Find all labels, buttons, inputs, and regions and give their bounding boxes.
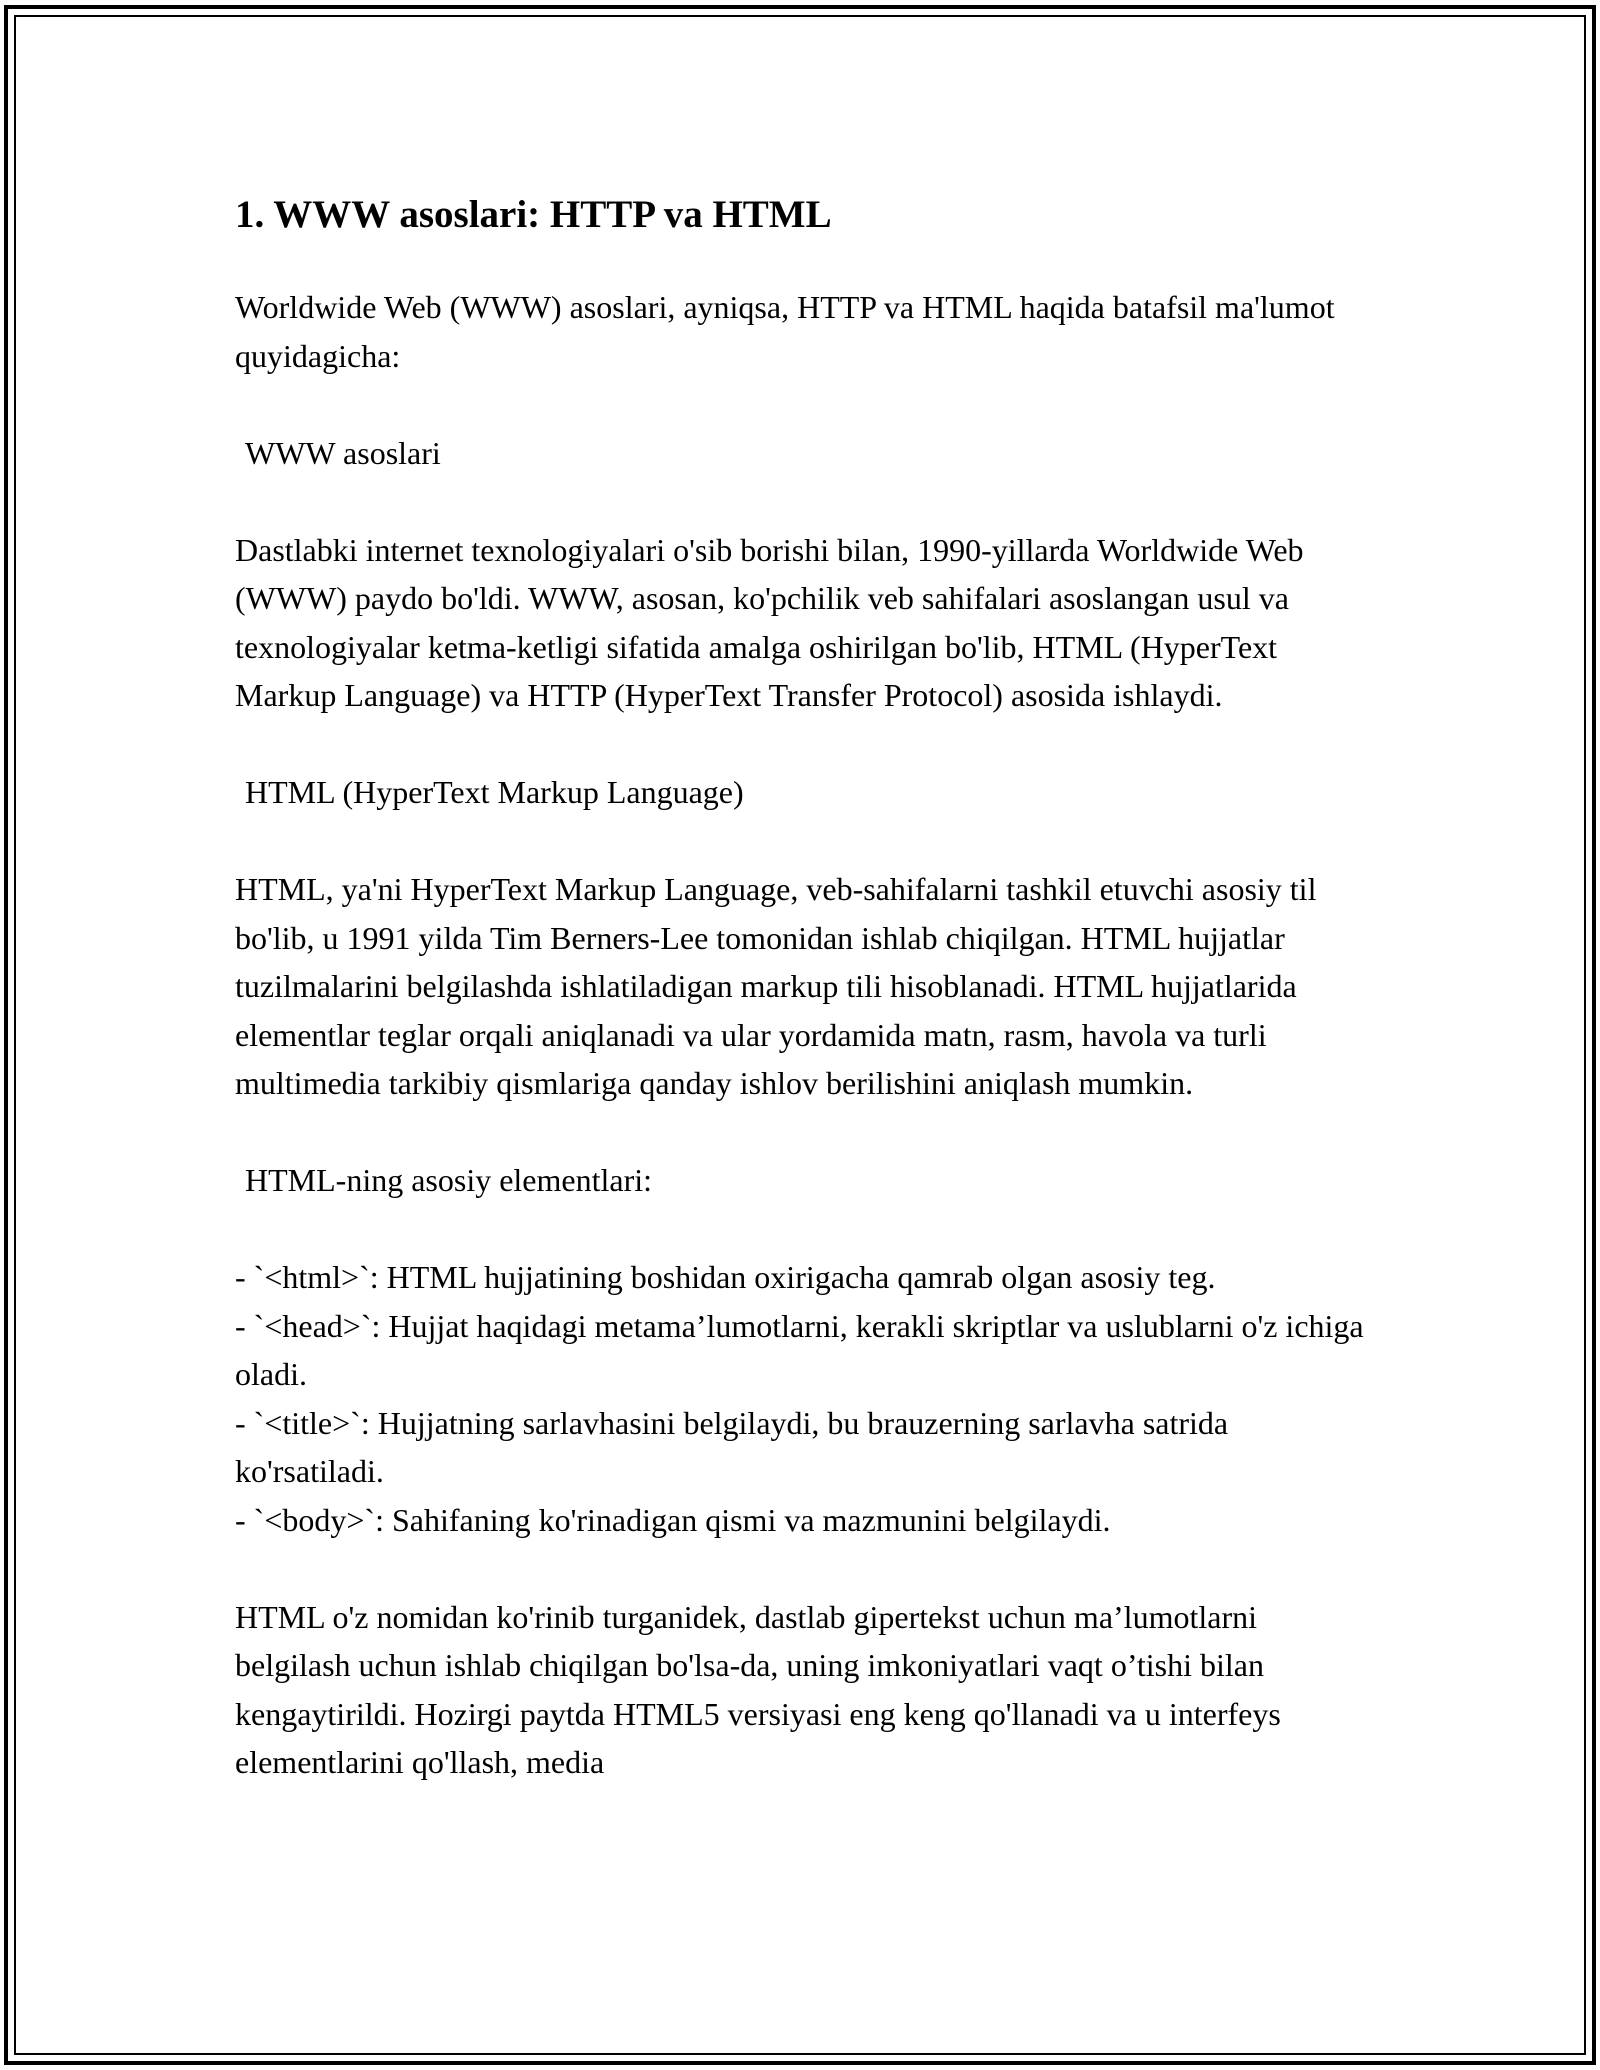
document-body (235, 187, 1372, 1787)
elements-list (235, 1253, 1372, 1544)
list-item: - `<title>`: Hujjatning sarlavhasini belgilaydi, bu brauzerning sarlavha satrida ko'rsatiladi. (235, 1404, 1237, 1489)
section-html-paragraph: HTML, ya'ni HyperText Markup Language, veb-sahifalarni tashkil etuvchi asosiy til bo'lib, u 1991 yilda Tim Berners-Lee tomonidan ishlab chiqilgan. HTML hujjatlar tuzilmalarini belgilashda ishlatiladigan markup tili hisoblanadi. HTML hujjatlarida elementlar teglar orqali aniqlanadi va ular yordamida matn, rasm, havola va turli multimedia tarkibiy qismlariga qanday ishlov berilishini aniqlash mumkin. (235, 871, 1325, 1101)
paragraph-gap (235, 1108, 1365, 1157)
document-title: 1. WWW asoslari: HTTP va HTML (235, 193, 832, 236)
paragraph-gap (235, 380, 1365, 429)
paragraph-gap (235, 1544, 1365, 1593)
intro-paragraph: Worldwide Web (WWW) asoslari, ayniqsa, HTTP va HTML haqida batafsil ma'lumot quyidagicha: (235, 289, 1343, 374)
paragraph-gap (235, 1205, 1365, 1254)
list-item: - `<body>`: Sahifaning ko'rinadigan qismi va mazmunini belgilaydi. (235, 1501, 1111, 1538)
section-www-paragraph: Dastlabki internet texnologiyalari o'sib borishi bilan, 1990-yillarda Worldwide Web (WWW) paydo bo'ldi. WWW, asosan, ko'pchilik veb sahifalari asoslangan usul va texnologiyalar ketma-ketligi sifatida amalga oshirilgan bo'lib, HTML (HyperText Markup Language) va HTTP (HyperText Transfer Protocol) asosida ishlaydi. (235, 531, 1312, 713)
paragraph-gap (235, 817, 1365, 866)
section-www-heading: WWW asoslari (245, 434, 441, 471)
section-html-heading: HTML (HyperText Markup Language) (245, 774, 744, 810)
closing-paragraph: HTML o'z nomidan ko'rinib turganidek, dastlab gipertekst uchun ma’lumotlarni belgilash uchun ishlab chiqilgan bo'lsa-da, uning imkoniyatlari vaqt o’tishi bilan kengaytirildi. Hozirgi paytda HTML5 versiyasi eng keng qo'llanadi va u interfeys elementlarini qo'llash, media (235, 1598, 1289, 1780)
section-elements-heading: HTML-ning asosiy elementlari: (245, 1162, 653, 1198)
paragraph-gap (235, 477, 1365, 526)
paragraph-gap (235, 720, 1365, 769)
list-item: - `<head>`: Hujjat haqidagi metama’lumotlarni, kerakli skriptlar va uslublarni o'z ichiga oladi. (235, 1307, 1372, 1392)
list-item: - `<html>`: HTML hujjatining boshidan oxirigacha qamrab olgan asosiy teg. (235, 1259, 1216, 1295)
